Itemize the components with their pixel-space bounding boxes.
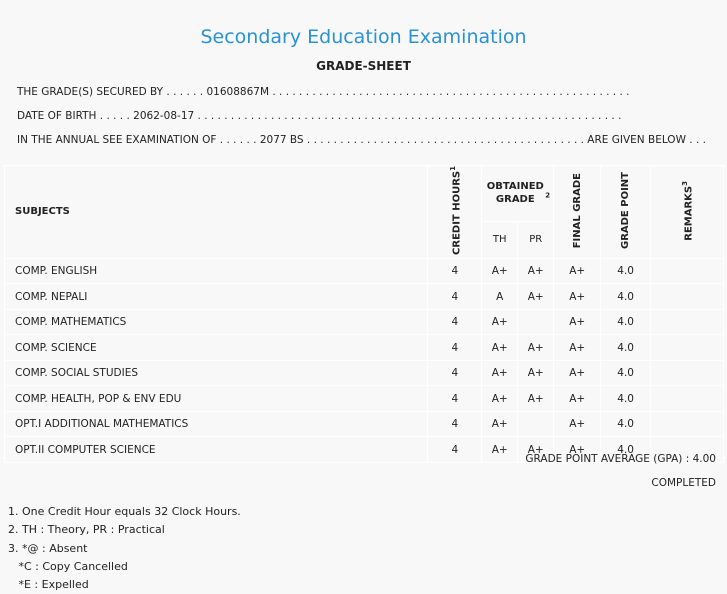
grade-point-cell: 4.0	[601, 309, 651, 335]
footnote-marker: 1	[448, 166, 457, 171]
remarks-cell	[651, 284, 724, 310]
header-remarks-label: REMARKS	[683, 185, 695, 241]
symbol-number: 01608867M	[206, 86, 270, 98]
grade-point-cell: 4.0	[601, 411, 651, 437]
credit-cell: 4	[428, 386, 482, 412]
header-credit-hours	[428, 166, 482, 259]
th-cell: A+	[482, 309, 518, 335]
final-grade-cell: A+	[554, 360, 601, 386]
header-grade-point: GRADE POINT	[601, 166, 651, 259]
footnotes	[8, 503, 241, 594]
remarks-cell	[651, 386, 724, 412]
th-cell: A	[482, 284, 518, 310]
page-title: Secondary Education Examination	[200, 26, 527, 48]
credit-cell: 4	[428, 284, 482, 310]
grade-table	[4, 165, 724, 463]
final-grade-cell: A+	[554, 284, 601, 310]
table-row	[5, 284, 724, 310]
remarks-cell	[651, 335, 724, 361]
subject-cell: OPT.I ADDITIONAL MATHEMATICS	[5, 411, 428, 437]
grade-point-cell: 4.0	[601, 335, 651, 361]
header-th: TH	[482, 221, 518, 258]
subject-cell: COMP. NEPALI	[5, 284, 428, 310]
subject-cell: COMP. SCIENCE	[5, 335, 428, 361]
credit-cell: 4	[428, 258, 482, 284]
footnote-item: 1. One Credit Hour equals 32 Clock Hours.	[8, 505, 241, 518]
subject-cell: COMP. SOCIAL STUDIES	[5, 360, 428, 386]
pr-cell	[518, 309, 554, 335]
pr-cell: A+	[518, 258, 554, 284]
subject-cell: COMP. MATHEMATICS	[5, 309, 428, 335]
header-obtained-grade	[482, 166, 554, 222]
credit-cell: 4	[428, 309, 482, 335]
info-dots: . . . . . . . . . . . . . . . . . . . . . . . . . . . . . . . . . . . . . . . . . . ARE GIVEN BELOW . . .	[303, 134, 706, 146]
result-status: COMPLETED	[651, 477, 716, 489]
table-row	[5, 335, 724, 361]
th-cell: A+	[482, 360, 518, 386]
grade-point-cell: 4.0	[601, 360, 651, 386]
header-obtained-grade-label: OBTAINED GRADE	[486, 181, 544, 206]
final-grade-cell: A+	[554, 411, 601, 437]
subject-cell: COMP. HEALTH, POP & ENV EDU	[5, 386, 428, 412]
subject-cell: COMP. ENGLISH	[5, 258, 428, 284]
pr-cell: A+	[518, 335, 554, 361]
header-credit-hours-label: CREDIT HOURS	[450, 170, 462, 255]
exam-year: 2077 BS	[259, 134, 304, 146]
pr-cell: A+	[518, 386, 554, 412]
pr-cell: A+	[518, 437, 554, 463]
info-label: DATE OF BIRTH . . . . .	[17, 110, 134, 122]
table-row	[5, 309, 724, 335]
info-dots: . . . . . . . . . . . . . . . . . . . . . . . . . . . . . . . . . . . . . . . . . . . . . . . . . . . . . . . . . . . . . . . .	[194, 110, 622, 122]
credit-cell: 4	[428, 335, 482, 361]
grade-point-cell: 4.0	[601, 437, 651, 463]
final-grade-cell: A+	[554, 437, 601, 463]
footnote-item: 3. *@ : Absent	[8, 541, 88, 555]
remarks-cell	[651, 411, 724, 437]
footnote-marker: 3	[680, 180, 689, 186]
table-row	[5, 386, 724, 412]
pr-cell: A+	[518, 284, 554, 310]
th-cell: A+	[482, 386, 518, 412]
info-dots: . . . . . . . . . . . . . . . . . . . . . . . . . . . . . . . . . . . . . . . . . . . . . . . . . . . . . .	[269, 86, 630, 98]
th-cell: A+	[482, 411, 518, 437]
remarks-cell	[651, 360, 724, 386]
header-remarks	[651, 166, 724, 259]
table-row	[5, 411, 724, 437]
final-grade-cell: A+	[554, 309, 601, 335]
th-cell: A+	[482, 258, 518, 284]
grade-rows	[5, 258, 724, 462]
info-line-dob	[17, 110, 621, 122]
credit-cell: 4	[428, 360, 482, 386]
remarks-cell	[651, 309, 724, 335]
info-label: THE GRADE(S) SECURED BY . . . . . .	[17, 86, 207, 98]
credit-cell: 4	[428, 437, 482, 463]
info-line-name	[17, 86, 629, 98]
th-cell: A+	[482, 335, 518, 361]
table-row	[5, 360, 724, 386]
info-line-exam	[17, 134, 706, 146]
remarks-cell	[651, 258, 724, 284]
pr-cell: A+	[518, 360, 554, 386]
table-row	[5, 258, 724, 284]
footnote-item: *C : Copy Cancelled	[8, 559, 128, 573]
final-grade-cell: A+	[554, 335, 601, 361]
subject-cell: OPT.II COMPUTER SCIENCE	[5, 437, 428, 463]
gpa-summary: GRADE POINT AVERAGE (GPA) : 4.00	[525, 453, 716, 465]
header-final-grade: FINAL GRADE	[554, 166, 601, 259]
final-grade-cell: A+	[554, 386, 601, 412]
credit-cell: 4	[428, 411, 482, 437]
grade-point-cell: 4.0	[601, 258, 651, 284]
date-of-birth: 2062-08-17	[133, 110, 195, 122]
grade-sheet-heading: GRADE-SHEET	[316, 59, 411, 73]
pr-cell	[518, 411, 554, 437]
header-subjects: SUBJECTS	[5, 166, 428, 259]
info-label: IN THE ANNUAL SEE EXAMINATION OF . . . . . .	[17, 134, 260, 146]
grade-point-cell: 4.0	[601, 386, 651, 412]
header-pr: PR	[518, 221, 554, 258]
footnote-item: 2. TH : Theory, PR : Practical	[8, 523, 165, 537]
final-grade-cell: A+	[554, 258, 601, 284]
footnote-item: *E : Expelled	[8, 578, 89, 592]
th-cell: A+	[482, 437, 518, 463]
footnote-marker: 2	[545, 192, 551, 201]
grade-point-cell: 4.0	[601, 284, 651, 310]
